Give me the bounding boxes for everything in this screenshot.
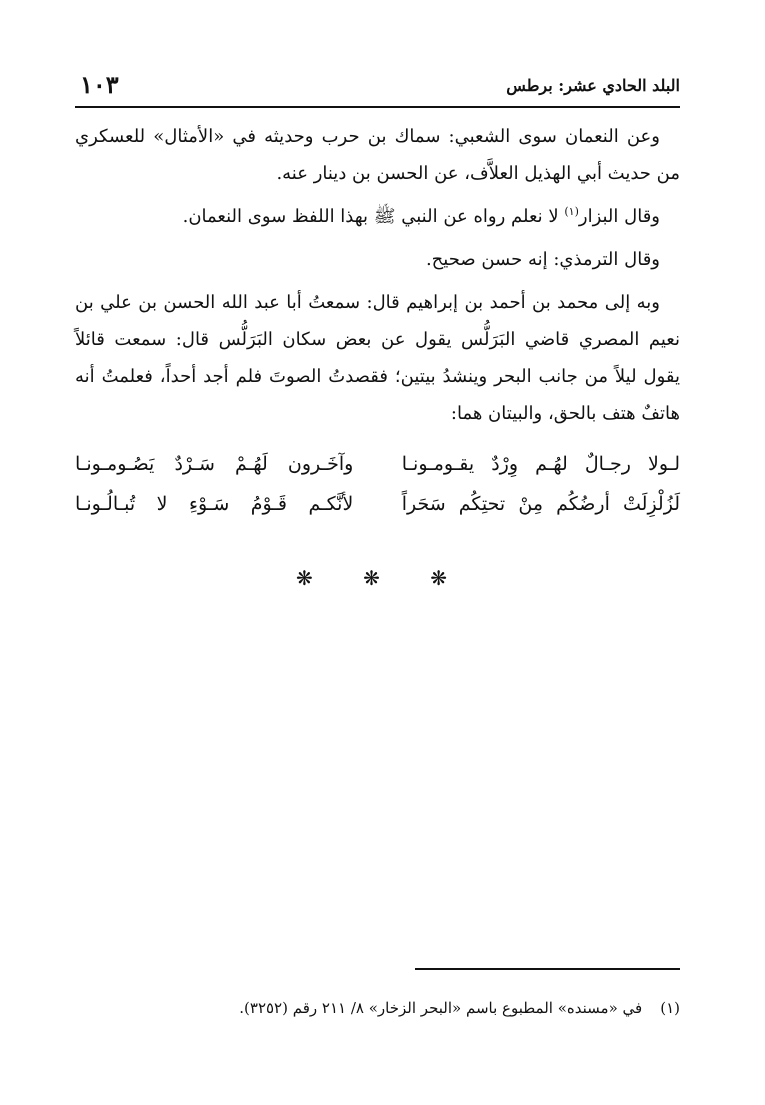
poem bbox=[75, 444, 680, 524]
footnote-number: (١) bbox=[660, 999, 680, 1017]
main-text bbox=[75, 118, 680, 524]
paragraph: وبه إلى محمد بن أحمد بن إبراهيم قال: سمعتُ أبا عبد الله الحسن بن علي بن نعيم المصري قاضي البَرَلُّس يقول عن بعض سكان البَرَلُّس قال: سمعت قائلاً يقول ليلاً من جانب البحر وينشدُ بيتين؛ فقصدتُ الصوتَ فلم أجد أحداً، فعلمتُ أنه هاتفٌ هتف بالحق، والبيتان هما: bbox=[75, 292, 680, 424]
footnote-text: في «مسنده» المطبوع باسم «البحر الزخار» ٨/ ٢١١ رقم (٣٢٥٢). bbox=[239, 999, 643, 1017]
footnote bbox=[75, 996, 680, 1020]
running-header bbox=[80, 70, 680, 100]
hemistich-first: لَزُلْزِلَتْ أرضُكُم مِنْ تحتِكُم سَحَراً bbox=[401, 493, 680, 515]
paragraph: وعن النعمان سوى الشعبي: سماك بن حرب وحديثه في «الأمثال» للعسكري من حديث أبي الهذيل العلاَّف، عن الحسن بن دينار عنه. bbox=[75, 126, 680, 184]
section-separator: ❋ ❋ ❋ bbox=[296, 566, 469, 590]
chapter-title: البلد الحادي عشر: برطس bbox=[506, 76, 680, 95]
header-rule bbox=[75, 106, 680, 108]
poem-verse bbox=[75, 444, 680, 484]
page-number: ١٠٣ bbox=[80, 70, 119, 99]
paragraph-rest: لا نعلم رواه عن النبي ﷺ بهذا اللفظ سوى النعمان. bbox=[182, 206, 565, 227]
hemistich-second: وآخَـرون لَهُـمْ سَـرْدٌ يَصُـومـونـا bbox=[75, 453, 354, 475]
paragraph: وقال الترمذي: إنه حسن صحيح. bbox=[425, 249, 660, 270]
paragraph bbox=[75, 198, 680, 235]
footnote-reference[interactable]: (١) bbox=[564, 205, 579, 218]
footnote-rule bbox=[415, 968, 680, 970]
hemistich-first: لـولا رجـالٌ لهُـم وِرْدٌ يقـومـونـا bbox=[401, 453, 680, 475]
paragraph-start: وقال البزار bbox=[578, 206, 660, 227]
poem-verse bbox=[75, 484, 680, 524]
hemistich-second: لأنَّكـم قَـوْمُ سَـوْءِ لا تُبـالُـونـا bbox=[75, 493, 354, 515]
